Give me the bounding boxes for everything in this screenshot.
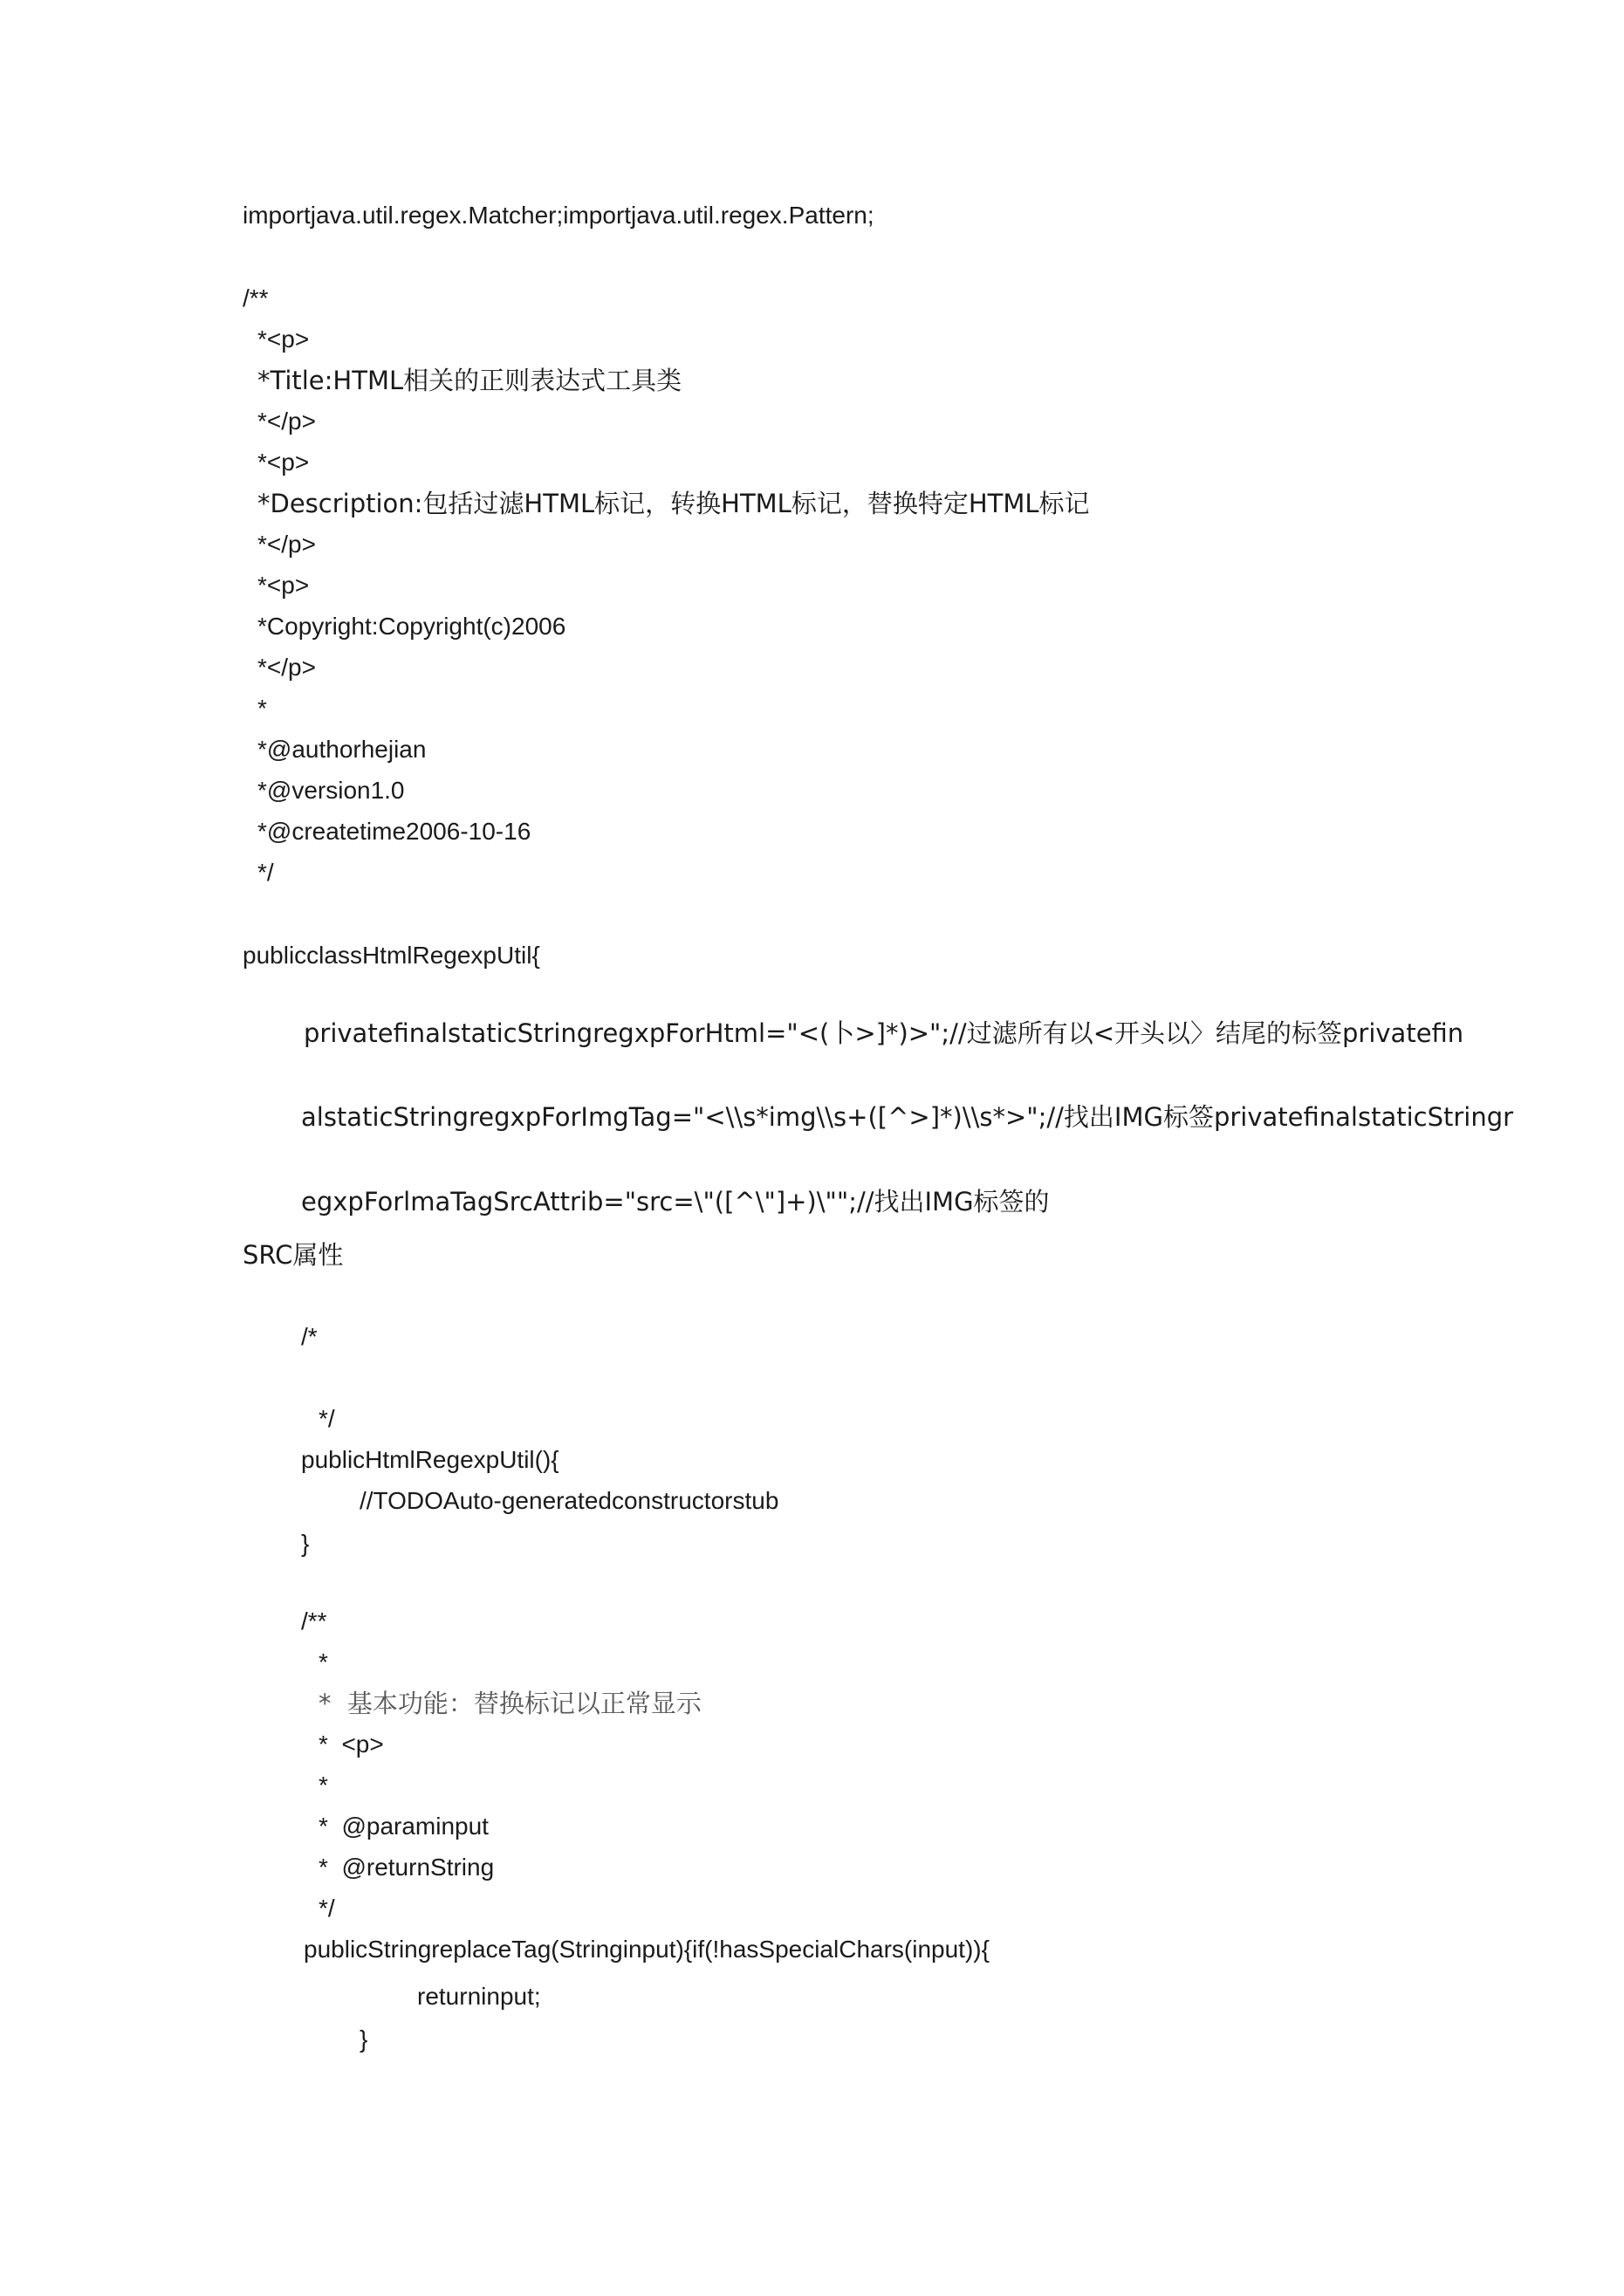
code-line-regex-src: egxpForlmaTagSrcAttrib="src=\"([^\"]+)\"";//找出IMG标签的 <box>301 1187 1050 1217</box>
javadoc-return: * @returnString <box>319 1854 495 1881</box>
javadoc-line: * <box>257 695 267 722</box>
javadoc-line: *</p> <box>257 654 316 681</box>
javadoc-param: * @paraminput <box>319 1813 489 1840</box>
javadoc-line: * <box>319 1772 328 1799</box>
javadoc-author: *@authorhejian <box>257 736 427 763</box>
javadoc-line: *</p> <box>257 408 316 435</box>
comment-close: */ <box>319 1405 335 1432</box>
method-declaration: publicStringreplaceTag(Stringinput){if(!hasSpecialChars(input)){ <box>304 1936 990 1963</box>
code-line-regex-img: alstaticStringregxpForImgTag="<\\s*img\\s+([^>]*)\\s*>";//找出IMG标签privatefinalstaticStringr <box>301 1102 1514 1132</box>
comment-open: /* <box>301 1323 318 1350</box>
javadoc-open: /** <box>243 284 269 312</box>
javadoc-function-desc: * 基本功能：替换标记以正常显示 <box>319 1689 702 1718</box>
code-line-src-attr: SRC属性 <box>243 1240 344 1270</box>
javadoc-copyright: *Copyright:Copyright(c)2006 <box>257 613 566 640</box>
constructor-close: } <box>301 1530 310 1557</box>
javadoc-close: */ <box>257 859 274 886</box>
javadoc-line: * <box>319 1648 328 1676</box>
javadoc-line: *<p> <box>257 572 310 599</box>
javadoc-line: *<p> <box>257 326 310 353</box>
class-declaration: publicclassHtmlRegexpUtil{ <box>243 942 540 969</box>
import-line: importjava.util.regex.Matcher;importjava.util.regex.Pattern; <box>243 202 874 229</box>
javadoc-version: *@version1.0 <box>257 777 405 804</box>
todo-comment: //TODOAuto-generatedconstructorstub <box>360 1487 779 1514</box>
javadoc-line: *</p> <box>257 531 316 558</box>
constructor-declaration: publicHtmlRegexpUtil(){ <box>301 1446 559 1473</box>
return-statement: returninput; <box>417 1983 541 2010</box>
code-line-regex-html: privatefinalstaticStringregxpForHtml="<(卜>]*)>";//过滤所有以<开头以〉结尾的标签privatefin <box>304 1018 1464 1048</box>
javadoc-line: *<p> <box>257 449 310 476</box>
javadoc-line: * <p> <box>319 1731 384 1758</box>
javadoc-close: */ <box>319 1895 335 1922</box>
javadoc-createtime: *@createtime2006-10-16 <box>257 818 531 845</box>
if-close-brace: } <box>360 2025 368 2053</box>
javadoc-title: *Title:HTML相关的正则表达式工具类 <box>257 366 682 395</box>
javadoc-open: /** <box>301 1607 327 1635</box>
javadoc-description: *Description:包括过滤HTML标记，转换HTML标记，替换特定HTML标记 <box>257 489 1090 518</box>
